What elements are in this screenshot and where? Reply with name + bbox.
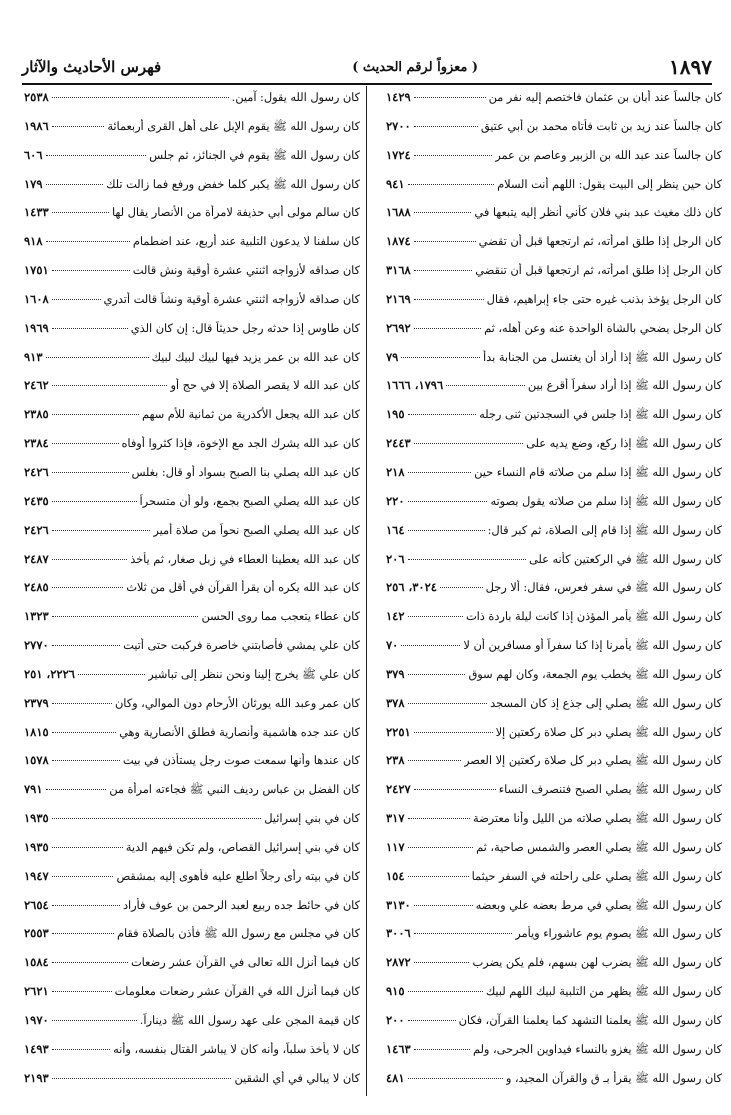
entry-text: كان رسول الله ﷺ يظهر من التلبية لبيك اللهم لبيك (485, 985, 722, 999)
entry-text: كان عبد الله يكره أن يقرأ القرآن في أقل من ثلاث (126, 581, 360, 595)
entry-text: كان لا يبالي في أي الشقين (234, 1071, 360, 1085)
index-entry (386, 869, 722, 893)
index-entry (386, 148, 722, 172)
index-entry (386, 580, 722, 604)
entry-text: كان رسول الله ﷺ يصلي دبر كل صلاة ركعتين إلا العصر (463, 754, 722, 768)
index-entry (24, 926, 360, 950)
hadith-number: ٩١٥ (386, 984, 405, 999)
entry-text: كان رسول الله ﷺ إذا سلم من صلاته قام النساء حين (474, 465, 722, 479)
dot-leader (401, 645, 460, 646)
index-entry (24, 350, 360, 374)
hadith-number: ١٦٠٨ (24, 291, 49, 306)
dot-leader (408, 674, 466, 675)
entry-text: كان رسول الله ﷺ يصلي في مرط بعضه علي وبعضه (475, 898, 722, 912)
index-entry (24, 580, 360, 604)
entry-text: كان رسول الله ﷺ يأمرنا إذا كنا سفراً أو مسافرين أن لا (463, 639, 722, 653)
page-number: ١٨٩٧ (669, 55, 712, 79)
dot-leader (414, 962, 470, 963)
entry-text: كان رسول الله ﷺ إذا ركع، وضع يديه على (526, 437, 722, 451)
entry-text: كان في بني إسرائيل القصاص، ولم تكن فيهم الدية (125, 840, 360, 854)
index-entry (386, 552, 722, 576)
dot-leader (52, 962, 128, 963)
dot-leader (408, 616, 464, 617)
hadith-number: ١٩٥ (386, 407, 405, 422)
hadith-number: ٢٧٠٠ (386, 118, 411, 133)
hadith-number: ١٩٣٥ (24, 811, 49, 826)
entry-text: كان رسول الله ﷺ إذا أراد أن يغتسل من الجنابة بدأ (483, 350, 722, 364)
dot-leader (46, 241, 130, 242)
hadith-number: ٢١٩٣ (24, 1070, 49, 1085)
page-title: فهرس الأحاديث والآثار (22, 58, 162, 76)
entry-text: كان رسول الله ﷺ يأمر المؤذن إذا كانت ليلة باردة ذات (466, 610, 722, 624)
entry-text: كان رسول الله ﷺ يقوم في الجنائز، ثم جلس (149, 148, 360, 162)
hadith-number: ١٩٤٧ (24, 868, 49, 883)
dot-leader (52, 905, 120, 906)
entry-text: كان رسول الله ﷺ إذا أراد سفراً أقرع بين (527, 379, 722, 393)
index-entry (386, 350, 722, 374)
dot-leader (52, 1020, 137, 1021)
index-entry (386, 177, 722, 201)
entry-text: كان رسول الله ﷺ يصلي إلى جذع إذ كان المسجد (490, 696, 722, 710)
hadith-number: ٤٨١ (386, 1070, 405, 1085)
hadith-number: ١٥٤ (386, 868, 405, 883)
hadith-number: ٢٢٠ (386, 493, 405, 508)
hadith-number: ٣١٧ (386, 811, 405, 826)
dot-leader (408, 876, 469, 877)
entry-text: كان قيمة المجن على عهد رسول الله ﷺ ديناراً. (139, 1014, 360, 1027)
hadith-number: ٢١٦٩ (386, 291, 411, 306)
dot-leader (414, 126, 478, 127)
hadith-number: ٢٤٢٧ (386, 782, 411, 797)
hadith-number: ٢٤٢٦ (24, 464, 49, 479)
index-entry (24, 552, 360, 576)
entry-text: كان ذلك مغيث عبد بني فلان كأني أنظر إليه يتبعها في (474, 206, 722, 220)
index-entry (24, 869, 360, 893)
entry-text: كان الفضل بن عباس رديف النبي ﷺ فجاءته امرأة من (109, 783, 360, 797)
hadith-number: ١٩٨٦ (24, 118, 49, 133)
index-entry (24, 898, 360, 922)
dot-leader (414, 212, 472, 213)
hadith-number: ٢٦٢١ (24, 984, 49, 999)
entry-text: كان عند جده هاشمية وأنصارية فطلق الأنصارية وهي (119, 725, 360, 739)
dot-leader (408, 818, 471, 819)
entry-text: كان الرجل إذا طلق امرأته، ثم ارتجعها قبل أن تنقضي (475, 264, 722, 278)
entry-text: كان فيما أنزل الله تعالى في القرآن عشر رضعات (130, 956, 360, 970)
index-entry (24, 234, 360, 258)
entry-text: كان عبد الله يصلي بنا الصبح بسواد أو قال: بغلس (131, 465, 360, 479)
entry-text: كان عبد الله بن عمر يزيد فيها لبيك لبيك لبيك (151, 350, 360, 364)
entry-text: كان رسول الله ﷺ يخطب يوم الجمعة، وكان لهم سوق (468, 667, 722, 681)
entry-text: كان الرجل إذا طلق امرأته، ثم ارتجعها قبل أن تقضي (478, 235, 722, 249)
index-entry (386, 523, 722, 547)
entry-text: كان حين ينظر إلى البيت يقول: اللهم أنت السلام (497, 177, 722, 191)
dot-leader (414, 299, 484, 300)
hadith-number: ١٣٢٣ (24, 609, 49, 624)
dot-leader (52, 299, 101, 300)
dot-leader (52, 443, 119, 444)
dot-leader (408, 530, 485, 531)
index-entry (24, 955, 360, 979)
dot-leader (414, 789, 496, 790)
hadith-number: ٢٧٧٠ (24, 638, 49, 653)
index-entry (24, 696, 360, 720)
entry-text: كان رسول الله يقول: آمين. (231, 91, 360, 104)
index-entry (386, 1042, 722, 1066)
index-entry (24, 782, 360, 806)
dot-leader (408, 760, 461, 761)
dot-leader (414, 933, 513, 934)
right-column (386, 90, 722, 1095)
hadith-number: ١٥٧٨ (24, 753, 49, 768)
entry-text: كان رسول الله ﷺ يكبر كلما خفض ورفع فما زالت تلك (106, 177, 360, 191)
dot-leader (414, 241, 476, 242)
index-entry (386, 292, 722, 316)
dot-leader (52, 385, 168, 386)
dot-leader (408, 414, 477, 415)
dot-leader (46, 789, 107, 790)
dot-leader (52, 501, 137, 502)
index-entry (386, 119, 722, 143)
hadith-number: ٢٣٨٥ (24, 407, 49, 422)
hadith-number: ٣١٣٠ (386, 897, 411, 912)
entry-text: كان في بني إسرائيل (264, 812, 360, 826)
left-column (24, 90, 360, 1095)
hadith-number: ٧٩١ (24, 782, 43, 797)
entry-text: كان في مجلس مع رسول الله ﷺ فأذن بالصلاة فقام (117, 927, 360, 941)
entry-text: كان عطاء يتعجب مما روى الحسن (201, 610, 360, 624)
entry-text: كان في بيته رأى رجلاً اطلع عليه فأهوى إليه بمشقص (116, 869, 360, 883)
dot-leader (52, 1078, 232, 1079)
hadith-number: ١٧٥١ (24, 263, 49, 278)
index-entry (24, 811, 360, 835)
hadith-number: ٢٠٠ (386, 1013, 405, 1027)
dot-leader (52, 933, 114, 934)
dot-leader (52, 1049, 110, 1050)
hadith-number: ١٤٢ (386, 609, 405, 624)
hadith-number: ١٩٦٩ (24, 320, 49, 335)
entry-text: كان رسول الله ﷺ يعلمنا التشهد كما يعلمنا القرآن، فكان (458, 1014, 722, 1027)
hadith-number: ٢٤٣٥ (24, 493, 49, 508)
dot-leader (414, 443, 523, 444)
dot-leader (52, 876, 114, 877)
entry-text: كان رسول الله ﷺ يضرب لهن بسهم، فلم يكن يضرب (472, 956, 722, 970)
dot-leader (408, 184, 495, 185)
dot-leader (52, 818, 262, 819)
index-entry (24, 494, 360, 518)
hadith-number: ٧٠ (386, 638, 399, 653)
entry-text: كان صداقه لأزواجه اثنتي عشرة أوقية ونشاً قالت أتدري (103, 292, 360, 306)
index-entry (386, 205, 722, 229)
index-entry (24, 840, 360, 864)
index-entry (24, 523, 360, 547)
hadith-number: ١٧٩ (24, 176, 43, 191)
hadith-number: ٢٥٥٣ (24, 926, 49, 941)
entry-text: كان الرجل يؤخذ بذنب غيره حتى جاء إبراهيم، فقال (486, 292, 722, 306)
entry-text: كان عمر وعبد الله يورثان الأرحام دون الموالي، وكان (115, 696, 360, 710)
entry-text: كان جالساً عند زيد بن ثابت فأتاه محمد بن أبي عتيق (480, 119, 722, 133)
hadith-number: ٣١٦٨ (386, 263, 411, 278)
dot-leader (414, 328, 481, 329)
hadith-number: ٢٨٧٢ (386, 955, 411, 970)
dot-leader (52, 732, 116, 733)
index-entry (24, 1042, 360, 1066)
index-entry (386, 263, 722, 287)
dot-leader (446, 385, 525, 386)
entry-text: كان رسول الله ﷺ يصلي الصبح فتنصرف النساء (498, 783, 722, 797)
dot-leader (401, 357, 480, 358)
index-entry (386, 984, 722, 1008)
dot-leader (414, 905, 473, 906)
entry-text: كان جالساً عند عبد الله بن الزبير وعاصم بن عمر (495, 148, 722, 162)
index-entry (24, 321, 360, 345)
index-entry (24, 1071, 360, 1095)
index-entry (386, 926, 722, 950)
entry-text: كان عندها وأنها سمعت صوت رجل يستأذن في بيت (122, 754, 360, 768)
index-entry (386, 494, 722, 518)
dot-leader (52, 847, 123, 848)
dot-leader (414, 155, 493, 156)
dot-leader (408, 847, 474, 848)
entry-text: كان عبد الله يشرك الجد مع الإخوة، فإذا كثروا أوفاه (121, 437, 360, 451)
index-entry (386, 725, 722, 749)
dot-leader (52, 126, 105, 127)
header-subtitle: ( معزواً لرقم الحديث ) (352, 59, 479, 75)
dot-leader (52, 414, 139, 415)
hadith-number: ١١٧ (386, 839, 405, 854)
entry-text: كان رسول الله ﷺ في الركعتين كأنه على (528, 552, 722, 566)
hadith-number: ٣٠٢٤، ٢٥٦ (386, 580, 437, 595)
hadith-number: ٢٢٢٦، ٢٥١ (24, 666, 75, 681)
entry-text: كان عبد الله يصلي الصبح بجمع، ولو أن متسحراً (139, 494, 360, 508)
dot-leader (52, 270, 130, 271)
dot-leader (46, 184, 104, 185)
hadith-number: ١٧٩٦، ١٦٦٦ (386, 378, 444, 393)
entry-text: كان رسول الله ﷺ يصلي صلاته من الليل وأنا معترضة (473, 812, 722, 826)
index-entry (24, 119, 360, 143)
hadith-number: ٢١٨ (386, 464, 405, 479)
dot-leader (408, 703, 488, 704)
column-divider (366, 86, 367, 1096)
entry-text: كان لا يأخذ سلباً، وأنه كان لا يباشر القتال بنفسه، وأنه (113, 1042, 360, 1056)
index-entry (386, 609, 722, 633)
hadith-number: ١٥٨٤ (24, 955, 49, 970)
index-entry (386, 782, 722, 806)
dot-leader (52, 559, 127, 560)
index-entry (386, 234, 722, 258)
index-entry (24, 638, 360, 662)
entry-text: كان عبد الله لا يقصر الصلاة إلا في حج أو (170, 379, 360, 393)
dot-leader (52, 760, 120, 761)
entry-text: كان الرجل يضحي بالشاة الواحدة عنه وعن أهله، ثم (484, 321, 722, 335)
dot-leader (46, 155, 147, 156)
hadith-number: ٩٤١ (386, 176, 405, 191)
hadith-number: ٢٣٨ (386, 753, 405, 768)
dot-leader (52, 328, 128, 329)
entry-text: كان جالساً عند أبان بن عثمان فاختصم إليه نفر من (488, 91, 722, 104)
index-entry (24, 1013, 360, 1037)
index-entry (386, 696, 722, 720)
index-entry (386, 1013, 722, 1037)
index-entry (24, 90, 360, 114)
dot-leader (52, 587, 124, 588)
entry-text: كان رسول الله ﷺ يقوم الإبل على أهل القرى أربعمائة (107, 119, 360, 133)
entry-text: كان صداقه لأزواجه اثنتي عشرة أوقية ونش قالت (132, 264, 360, 278)
index-entry (386, 840, 722, 864)
hadith-number: ٩١٨ (24, 234, 43, 249)
index-entry (386, 667, 722, 691)
entry-text: كان في حائط جده ربيع لعبد الرحمن بن عوف فأراد (122, 898, 360, 912)
index-entry (24, 177, 360, 201)
dot-leader (408, 1020, 456, 1021)
index-entry (386, 436, 722, 460)
dot-leader (414, 97, 486, 98)
hadith-number: ٢٤٢٦ (24, 522, 49, 537)
dot-leader (408, 472, 472, 473)
index-entry (24, 378, 360, 402)
index-entry (24, 667, 360, 691)
hadith-number: ٢٠٦ (386, 551, 405, 566)
page-header (22, 52, 712, 82)
entry-text: كان رسول الله ﷺ يصلي على راحلته في السفر حيثما (471, 869, 722, 883)
hadith-number: ٢٤٤٣ (386, 436, 411, 451)
hadith-number: ١٨١٥ (24, 724, 49, 739)
entry-text: كان رسول الله ﷺ يغزو بالنساء فيداوين الجرحى، ولم (472, 1042, 722, 1056)
hadith-number: ٣٠٠٦ (386, 926, 411, 941)
dot-leader (414, 1049, 470, 1050)
hadith-number: ١٤٢٩ (386, 90, 411, 104)
hadith-number: ٢٤٦٢ (24, 378, 49, 393)
dot-leader (52, 991, 112, 992)
dot-leader (408, 501, 488, 502)
index-entry (24, 609, 360, 633)
hadith-number: ٢٤٨٥ (24, 580, 49, 595)
hadith-number: ٣٧٨ (386, 695, 405, 710)
dot-leader (52, 472, 129, 473)
index-entry (386, 753, 722, 777)
dot-leader (52, 616, 199, 617)
index-entry (24, 984, 360, 1008)
dot-leader (408, 559, 526, 560)
index-entry (386, 378, 722, 402)
hadith-number: ٢٢٥١ (386, 724, 411, 739)
entry-text: كان فيما أنزل الله في القرآن عشر رضعات معلومات (114, 985, 360, 999)
entry-text: كان عبد الله يعطينا العطاء في زبل صغار، ثم يأخذ (130, 552, 360, 566)
dot-leader (52, 212, 109, 213)
hadith-number: ٢٦٩٢ (386, 320, 411, 335)
dot-leader (408, 991, 483, 992)
hadith-number: ١٤٣٣ (24, 205, 49, 220)
index-entry (386, 90, 722, 114)
index-entry (386, 321, 722, 345)
index-entry (386, 898, 722, 922)
index-entry (386, 407, 722, 431)
entry-text: كان رسول الله ﷺ يصلي دبر كل صلاة ركعتين إلا (495, 725, 722, 739)
index-entry (24, 436, 360, 460)
hadith-number: ٧٩ (386, 349, 399, 364)
entry-text: كان رسول الله ﷺ يصوم يوم عاشوراء ويأمر (515, 927, 722, 941)
hadith-number: ١٦٤ (386, 522, 405, 537)
hadith-number: ١٤٦٣ (386, 1041, 411, 1056)
hadith-number: ١٤٩٣ (24, 1041, 49, 1056)
index-entry (24, 407, 360, 431)
dot-leader (52, 703, 112, 704)
entry-text: كان طاوس إذا حدثه رجل حديثاً قال: إن كان الذي (130, 321, 360, 335)
index-entry (24, 753, 360, 777)
dot-leader (414, 270, 473, 271)
entry-text: كان رسول الله ﷺ إذا جلس في السجدتين ثنى رجله (479, 408, 722, 422)
hadith-number: ٢٣٧٩ (24, 695, 49, 710)
dot-leader (52, 645, 120, 646)
index-entry (386, 1071, 722, 1095)
index-entry (24, 465, 360, 489)
entry-text: كان سالم مولى أبي حذيفة لامرأة من الأنصار يقال لها (111, 206, 360, 220)
hadith-number: ٢٤٨٧ (24, 551, 49, 566)
header-rule (22, 83, 712, 85)
entry-text: كان عبد الله يصلي الصبح نحواً من صلاة أمير (153, 523, 360, 537)
entry-text: كان رسول الله ﷺ إذا سلم من صلاته يقول بصوته (490, 494, 722, 508)
dot-leader (46, 357, 149, 358)
entry-text: كان علي يمشي فأصابتني خاصرة فركبت حتى أتيت (123, 639, 360, 653)
index-entry (386, 955, 722, 979)
entry-text: كان رسول الله ﷺ في سفر فعرس، فقال: ألا رجل (485, 581, 722, 595)
index-entry (24, 205, 360, 229)
hadith-number: ١٨٧٤ (386, 234, 411, 249)
entry-text: كان رسول الله ﷺ إذا قام إلى الصلاة، ثم كبر قال: (487, 523, 722, 537)
index-entry (386, 638, 722, 662)
index-entry (386, 811, 722, 835)
hadith-number: ٦٠٦ (24, 147, 43, 162)
index-entry (24, 725, 360, 749)
dot-leader (414, 732, 493, 733)
entry-text: كان رسول الله ﷺ يقرأ بـ ق والقرآن المجيد، و (505, 1071, 722, 1085)
index-entry (24, 263, 360, 287)
hadith-number: ١٩٧٠ (24, 1013, 49, 1027)
index-entry (24, 292, 360, 316)
entry-text: كان علي ﷺ يخرج إلينا ونحن ننظر إلى تباشير (148, 667, 360, 681)
hadith-number: ١٧٢٤ (386, 147, 411, 162)
entry-text: كان رسول الله ﷺ يصلي العصر والشمس صاحية، ثم (476, 840, 722, 854)
dot-leader (78, 674, 145, 675)
dot-leader (440, 587, 483, 588)
hadith-number: ٣٧٩ (386, 666, 405, 681)
entry-text: كان عبد الله يجعل الأكدرية من ثمانية للأم سهم (141, 408, 360, 422)
hadith-number: ٩١٣ (24, 349, 43, 364)
dot-leader (408, 1078, 503, 1079)
hadith-number: ١٦٨٨ (386, 205, 411, 220)
hadith-number: ٢٦٥٤ (24, 897, 49, 912)
index-entry (24, 148, 360, 172)
hadith-number: ٢٣٨٤ (24, 436, 49, 451)
hadith-number: ٢٥٣٨ (24, 90, 49, 104)
dot-leader (52, 97, 229, 98)
entry-text: كان سلفنا لا يدعون التلبية عند أربع، عند اضطمام (132, 235, 360, 249)
index-entry (386, 465, 722, 489)
hadith-number: ١٩٣٥ (24, 839, 49, 854)
dot-leader (52, 530, 151, 531)
